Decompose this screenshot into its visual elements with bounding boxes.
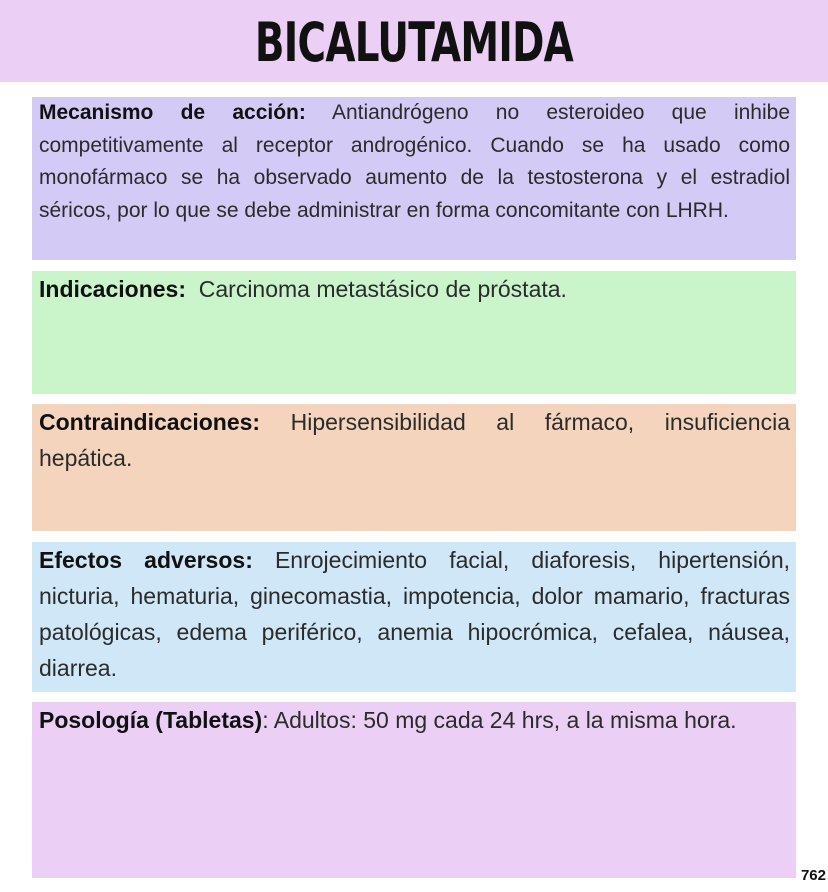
section-contraindicaciones xyxy=(32,404,796,531)
indicaciones-label: Indicaciones: xyxy=(39,276,186,302)
section-efectos-adversos xyxy=(32,542,796,692)
mecanismo-label: Mecanismo de acción: xyxy=(39,101,306,124)
contraindicaciones-label: Contraindicaciones: xyxy=(39,409,261,435)
efectos-text: Enrojecimiento facial, diaforesis, hipertensión, nicturia, hematuria, ginecomastia, impotencia, dolor mamario, fracturas patológicas, edema periférico, anemia hipocrómica, cefalea, náusea, diarrea. xyxy=(39,547,791,681)
posologia-text: : Adultos: 50 mg cada 24 hrs, a la misma hora. xyxy=(262,707,737,733)
drug-title: BICALUTAMIDA xyxy=(254,11,574,74)
contraindicaciones-text: Hipersensibilidad al fármaco, insuficiencia hepática. xyxy=(39,409,790,471)
section-mecanismo xyxy=(32,97,796,260)
indicaciones-text: Carcinoma metastásico de próstata. xyxy=(185,276,567,302)
efectos-label: Efectos adversos: xyxy=(39,547,253,573)
section-posologia xyxy=(32,702,796,878)
title-banner xyxy=(0,0,828,82)
section-indicaciones xyxy=(32,271,796,394)
mecanismo-text: Antiandrógeno no esteroideo que inhibe competitivamente al receptor androgénico. Cuando se ha usado como monofármaco se ha observado aumento de la testosterona y el estradiol séricos, por lo que se debe administrar en forma concomitante con LHRH. xyxy=(39,101,791,222)
page-number: 762 xyxy=(800,867,826,884)
posologia-label: Posología (Tabletas) xyxy=(39,707,263,733)
